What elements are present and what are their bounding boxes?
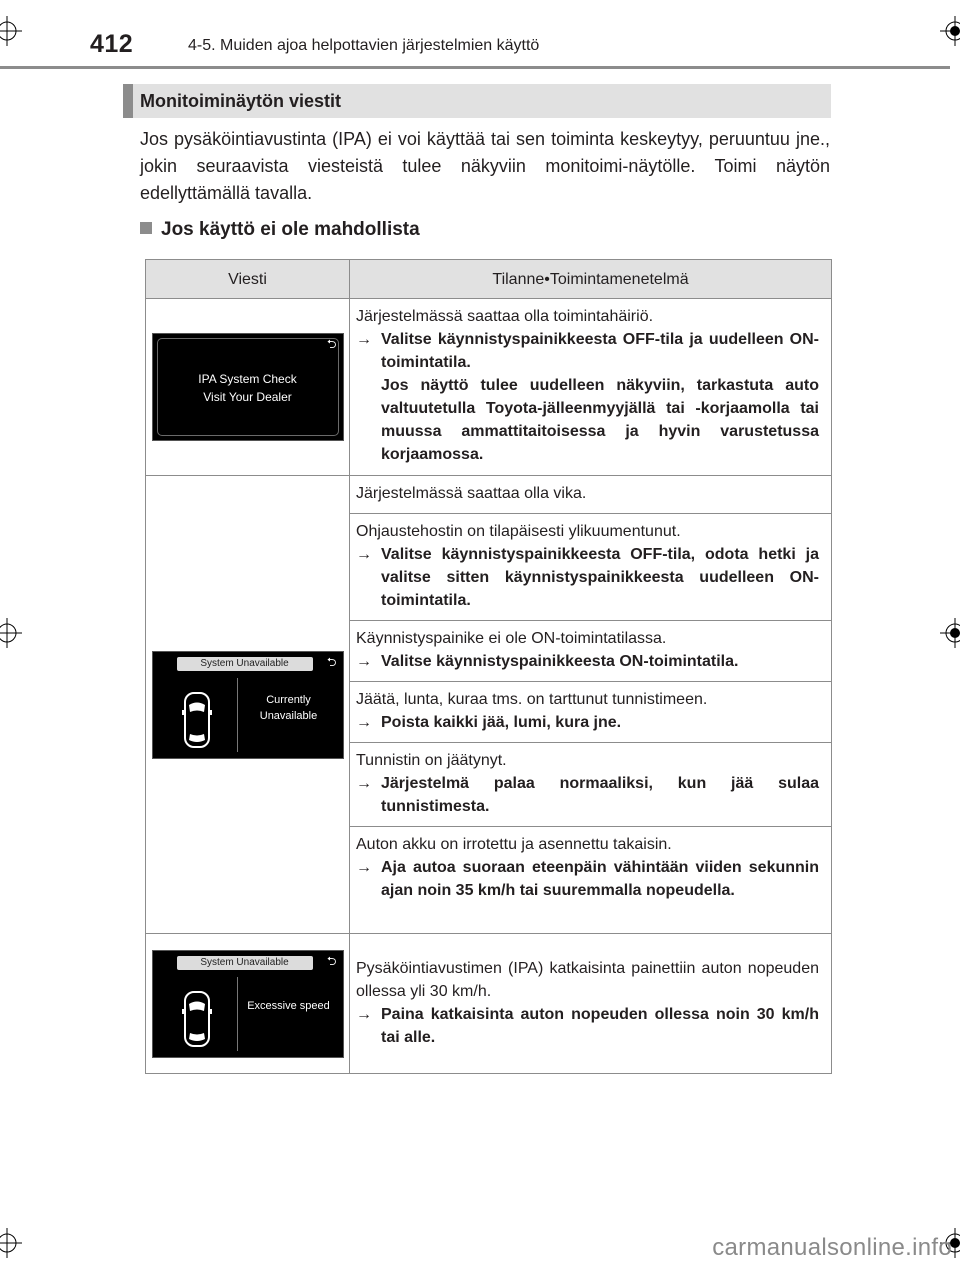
arrow-icon: → <box>356 331 372 348</box>
arrow-icon: → <box>356 653 372 670</box>
situation-cell <box>350 682 832 743</box>
message-table <box>145 259 832 1074</box>
arrow-icon: → <box>356 714 372 731</box>
message-cell <box>146 476 350 934</box>
crop-mark-mid-right <box>940 618 960 648</box>
subheading-text: Jos käyttö ei ole mahdollista <box>161 219 420 240</box>
return-arrow-icon: ⮌ <box>326 337 337 351</box>
arrow-icon: → <box>356 859 372 876</box>
table-header-row <box>146 260 832 299</box>
display-ipa-system-check <box>152 333 344 441</box>
situation-text: Auton akku on irrotettu ja asennettu takaisin. <box>356 836 672 853</box>
action-text: Valitse käynnistyspainikkeesta ON-toimintatila. <box>381 653 739 670</box>
display-system-unavailable <box>152 651 344 759</box>
situation-cell <box>350 514 832 621</box>
car-top-view-icon <box>179 690 215 750</box>
action-text: Valitse käynnistyspainikkeesta OFF-tila ja uudelleen ON-toimintatila. <box>381 331 819 371</box>
situation-text: Ohjaustehostin on tilapäisesti ylikuumentunut. <box>356 523 681 540</box>
message-cell <box>146 299 350 476</box>
crop-mark-bottom-left <box>0 1228 22 1258</box>
situation-cell <box>350 621 832 682</box>
chapter-title: 4-5. Muiden ajoa helpottavien järjestelmien käyttö <box>188 37 540 54</box>
arrow-icon: → <box>356 1005 372 1023</box>
column-header-situation: Tilanne•Toimintamenetelmä <box>350 260 832 299</box>
table-row <box>146 476 832 514</box>
header-rule <box>0 66 950 69</box>
situation-text: Järjestelmässä saattaa olla toimintahäiriö. <box>356 308 654 325</box>
section-title: Monitoiminäytön viestit <box>140 91 342 111</box>
intro-paragraph: Jos pysäköintiavustinta (IPA) ei voi käyttää tai sen toiminta keskeytyy, peruuntuu jne., jokin seuraavista viesteistä tulee näkyviin monitoimi-näytölle. Toimi näytön edellyttämällä tavalla. <box>140 129 830 203</box>
arrow-icon: → <box>356 546 372 563</box>
return-arrow-icon: ⮌ <box>326 953 337 968</box>
car-top-view-icon <box>179 989 215 1049</box>
situation-cell <box>350 743 832 827</box>
situation-text: Järjestelmässä saattaa olla vika. <box>356 485 587 502</box>
message-cell <box>146 934 350 1074</box>
table-row <box>146 299 832 476</box>
situation-text: Jäätä, lunta, kuraa tms. on tarttunut tunnistimeen. <box>356 691 708 708</box>
action-text: Järjestelmä palaa normaaliksi, kun jää sulaa tunnistimesta. <box>381 775 819 815</box>
action-text: Aja autoa suoraan eteenpäin vähintään viiden sekunnin ajan noin 35 km/h tai suuremmalla nopeudella. <box>381 859 819 899</box>
display-line-2: Visit Your Dealer <box>203 390 292 404</box>
display-header: System Unavailable <box>177 956 313 970</box>
situation-cell <box>350 827 832 934</box>
situation-cell <box>350 934 832 1074</box>
display-line-1: IPA System Check <box>198 372 297 386</box>
display-header: System Unavailable <box>177 657 313 671</box>
display-excessive-speed <box>152 950 344 1058</box>
table-row <box>146 934 832 1074</box>
page-number: 412 <box>90 30 134 58</box>
action-extra-text: Jos näyttö tulee uudelleen näkyviin, tarkastuta auto valtuutetulla Toyota-jälleenmyyjällä tai -korjaamolla tai muussa ammattitaitoisessa ja hyvin varustetussa korjaamossa. <box>381 377 819 463</box>
subheading <box>140 219 420 241</box>
return-arrow-icon: ⮌ <box>326 654 337 669</box>
crop-mark-top-right <box>940 16 960 46</box>
situation-text: Tunnistin on jäätynyt. <box>356 752 507 769</box>
column-header-message: Viesti <box>146 260 350 299</box>
action-text: Poista kaikki jää, lumi, kura jne. <box>381 714 622 731</box>
situation-cell <box>350 476 832 514</box>
action-text: Paina katkaisinta auton nopeuden ollessa noin 30 km/h tai alle. <box>381 1005 819 1046</box>
display-message-line-1: Currently <box>266 693 311 706</box>
situation-cell <box>350 299 832 476</box>
crop-mark-top-left <box>0 16 22 46</box>
situation-text: Käynnistyspainike ei ole ON-toimintatilassa. <box>356 630 667 647</box>
display-message-line-2: Unavailable <box>259 709 318 722</box>
display-message-line-1: Excessive speed <box>247 999 330 1012</box>
action-text: Valitse käynnistyspainikkeesta OFF-tila, odota hetki ja valitse sitten käynnistyspainikkeesta uudelleen ON-toimintatila. <box>381 546 819 609</box>
watermark: carmanualsonline.info <box>712 1234 952 1261</box>
situation-text: Pysäköintiavustimen (IPA) katkaisinta painettiin auton nopeuden ollessa yli 30 km/h. <box>356 959 819 1000</box>
square-bullet-icon <box>140 222 152 234</box>
crop-mark-mid-left <box>0 618 22 648</box>
arrow-icon: → <box>356 775 372 792</box>
